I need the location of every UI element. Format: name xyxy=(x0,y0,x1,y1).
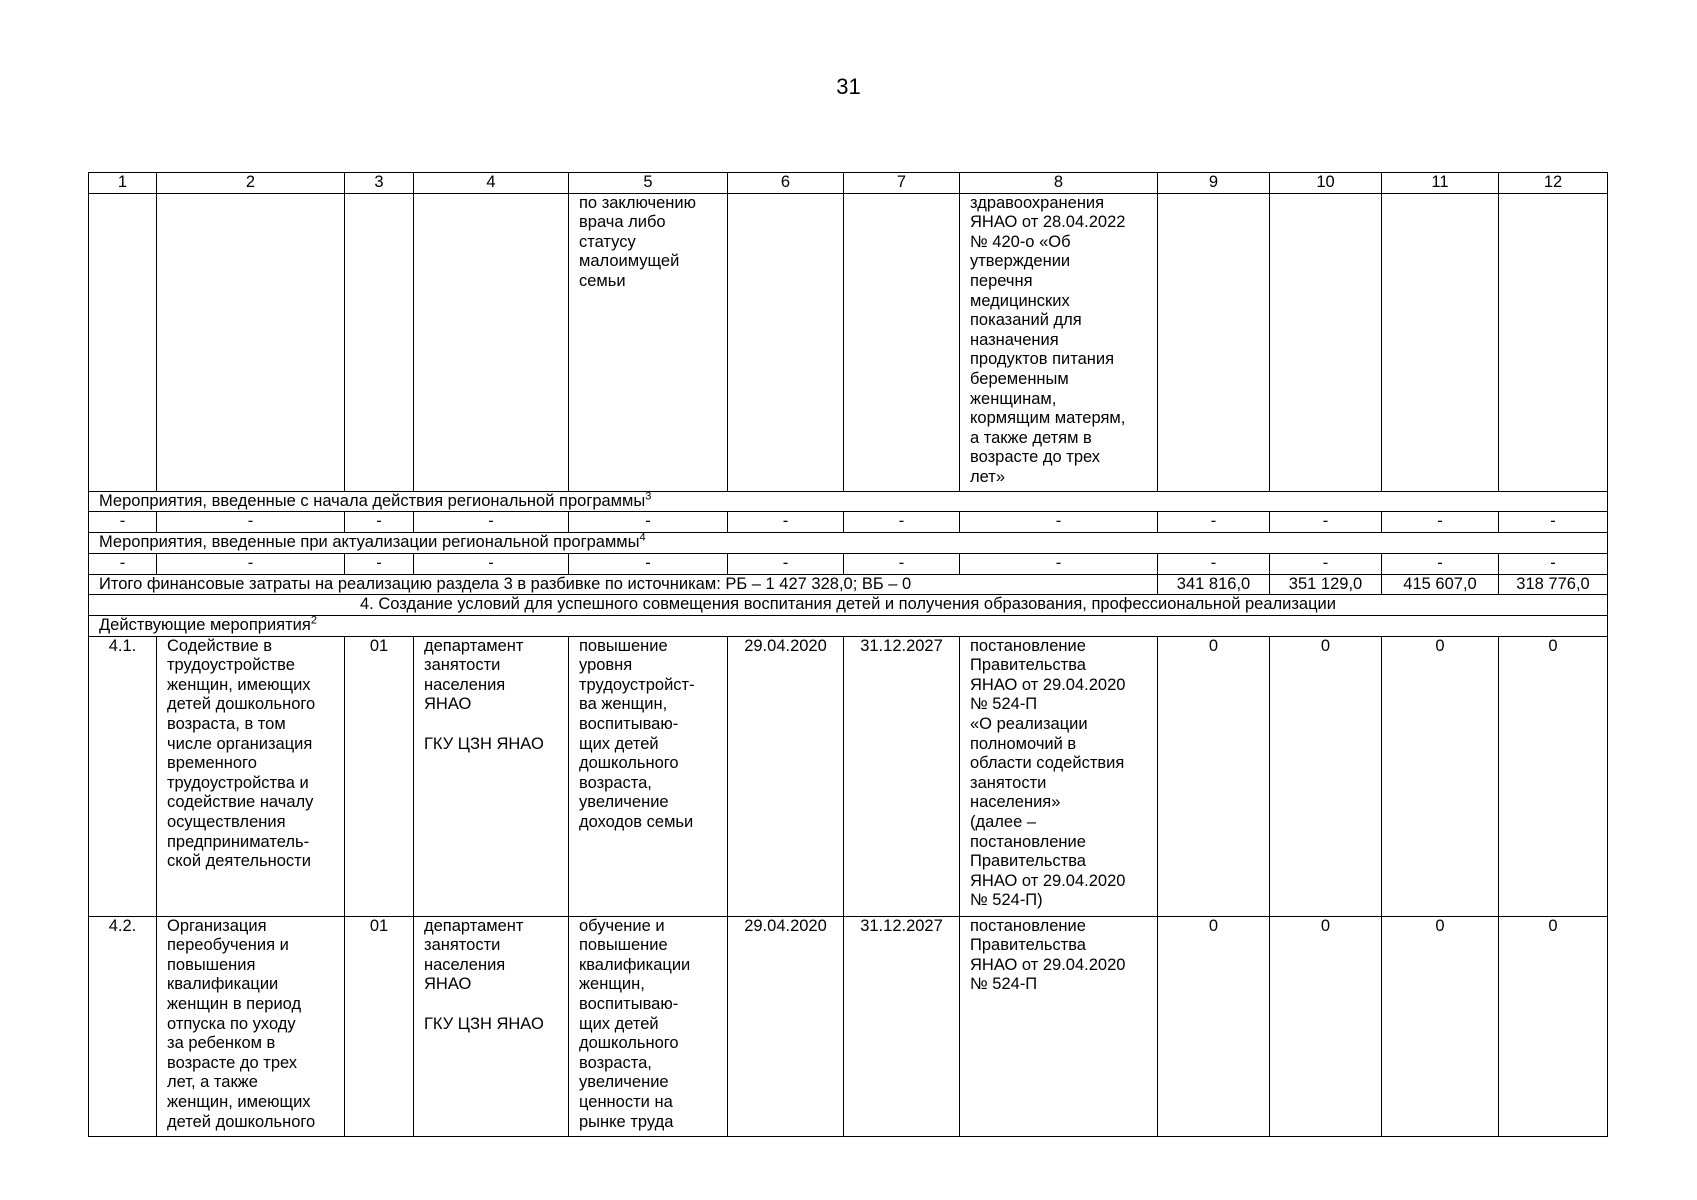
dash-cell: - xyxy=(960,512,1158,533)
value-cell: 0 xyxy=(1158,636,1270,916)
value-cell: 0 xyxy=(1499,916,1608,1136)
dash-cell: - xyxy=(1382,512,1499,533)
dash-cell: - xyxy=(844,553,960,574)
column-number: 9 xyxy=(1158,173,1270,194)
footnote-mark: 4 xyxy=(639,532,646,544)
dash-cell: - xyxy=(157,553,345,574)
table-cell xyxy=(844,193,960,491)
dash-cell: - xyxy=(345,553,414,574)
column-number: 4 xyxy=(414,173,569,194)
dash-cell: - xyxy=(89,512,157,533)
column-number: 7 xyxy=(844,173,960,194)
dash-row xyxy=(89,553,1608,574)
result-cell: повышение уровня трудоустройст- ва женщин, воспитываю- щих детей дошкольного возраста, увеличение доходов семьи xyxy=(569,636,728,916)
total-value: 351 129,0 xyxy=(1270,574,1382,595)
subheading-text: Действующие мероприятия xyxy=(99,615,311,634)
subheading-row xyxy=(89,615,1608,636)
table-row xyxy=(89,916,1608,1136)
end-date: 31.12.2027 xyxy=(844,636,960,916)
column-number: 2 xyxy=(157,173,345,194)
section-title: 4. Создание условий для успешного совмещения воспитания детей и получения образования, профессиональной реализации xyxy=(89,595,1608,616)
measure-code: 01 xyxy=(345,636,414,916)
start-date: 29.04.2020 xyxy=(728,636,844,916)
subheading-cell xyxy=(89,491,1608,512)
dash-cell: - xyxy=(569,553,728,574)
subheading-row xyxy=(89,533,1608,554)
value-cell: 0 xyxy=(1499,636,1608,916)
dash-cell: - xyxy=(1270,553,1382,574)
measure-code: 01 xyxy=(345,916,414,1136)
dash-cell: - xyxy=(1270,512,1382,533)
basis-cell: постановление Правительства ЯНАО от 29.04.2020 № 524-П «О реализации полномочий в области содействия занятости населения» (далее – постановление Правительства ЯНАО от 29.04.2020 № 524-П) xyxy=(960,636,1158,916)
column-number: 6 xyxy=(728,173,844,194)
footnote-mark: 2 xyxy=(310,615,317,627)
table-cell xyxy=(414,193,569,491)
column-number: 3 xyxy=(345,173,414,194)
dash-cell: - xyxy=(157,512,345,533)
total-label: Итого финансовые затраты на реализацию раздела 3 в разбивке по источникам: РБ – 1 427 328,0; ВБ – 0 xyxy=(89,574,1158,595)
result-cell: по заключению врача либо статусу малоимущей семьи xyxy=(569,193,728,491)
dash-cell: - xyxy=(89,553,157,574)
table-cell xyxy=(1270,193,1382,491)
column-number: 10 xyxy=(1270,173,1382,194)
table-row xyxy=(89,636,1608,916)
value-cell: 0 xyxy=(1382,916,1499,1136)
dash-cell: - xyxy=(569,512,728,533)
dash-cell: - xyxy=(345,512,414,533)
subheading-cell xyxy=(89,615,1608,636)
page-number: 31 xyxy=(836,74,861,99)
basis-cell: здравоохранения ЯНАО от 28.04.2022 № 420-о «Об утверждении перечня медицинских показаний для назначения продуктов питания беременным женщинам, кормящим матерям, а также детям в возрасте до трех лет» xyxy=(960,193,1158,491)
table-cell xyxy=(1382,193,1499,491)
dash-cell: - xyxy=(1499,553,1608,574)
footnote-mark: 3 xyxy=(645,491,652,503)
dash-cell: - xyxy=(960,553,1158,574)
value-cell: 0 xyxy=(1158,916,1270,1136)
subheading-cell xyxy=(89,533,1608,554)
row-number: 4.2. xyxy=(89,916,157,1136)
table-cell xyxy=(1158,193,1270,491)
subheading-text: Мероприятия, введенные при актуализации региональной программы xyxy=(99,533,640,552)
total-value: 341 816,0 xyxy=(1158,574,1270,595)
measure-name: Организация переобучения и повышения квалификации женщин в период отпуска по уходу за ребенком в возрасте до трех лет, а также женщин, имеющих детей дошкольного xyxy=(157,916,345,1136)
dash-cell: - xyxy=(1382,553,1499,574)
column-number: 11 xyxy=(1382,173,1499,194)
value-cell: 0 xyxy=(1270,636,1382,916)
dash-cell: - xyxy=(414,553,569,574)
subheading-text: Мероприятия, введенные с начала действия региональной программы xyxy=(99,491,646,510)
executor-cell: департамент занятости населения ЯНАО ГКУ ЦЗН ЯНАО xyxy=(414,636,569,916)
start-date: 29.04.2020 xyxy=(728,916,844,1136)
total-value: 318 776,0 xyxy=(1499,574,1608,595)
dash-row xyxy=(89,512,1608,533)
column-number: 5 xyxy=(569,173,728,194)
total-row xyxy=(89,574,1608,595)
section-title-row xyxy=(89,595,1608,616)
value-cell: 0 xyxy=(1382,636,1499,916)
dash-cell: - xyxy=(844,512,960,533)
dash-cell: - xyxy=(1158,512,1270,533)
row-number: 4.1. xyxy=(89,636,157,916)
column-number: 1 xyxy=(89,173,157,194)
table-cell xyxy=(728,193,844,491)
continued-row xyxy=(89,193,1608,491)
value-cell: 0 xyxy=(1270,916,1382,1136)
table-cell xyxy=(1499,193,1608,491)
program-table xyxy=(88,172,1608,1137)
dash-cell: - xyxy=(414,512,569,533)
dash-cell: - xyxy=(728,553,844,574)
table-cell xyxy=(157,193,345,491)
dash-cell: - xyxy=(1499,512,1608,533)
measure-name: Содействие в трудоустройстве женщин, имеющих детей дошкольного возраста, в том числе организация временного трудоустройства и содействие началу осуществления предприниматель- ской деятельности xyxy=(157,636,345,916)
dash-cell: - xyxy=(728,512,844,533)
subheading-row xyxy=(89,491,1608,512)
column-number: 12 xyxy=(1499,173,1608,194)
end-date: 31.12.2027 xyxy=(844,916,960,1136)
table-cell xyxy=(89,193,157,491)
result-cell: обучение и повышение квалификации женщин, воспитываю- щих детей дошкольного возраста, увеличение ценности на рынке труда xyxy=(569,916,728,1136)
column-number: 8 xyxy=(960,173,1158,194)
column-numbers-row xyxy=(89,173,1608,194)
executor-cell: департамент занятости населения ЯНАО ГКУ ЦЗН ЯНАО xyxy=(414,916,569,1136)
total-value: 415 607,0 xyxy=(1382,574,1499,595)
table-cell xyxy=(345,193,414,491)
basis-cell: постановление Правительства ЯНАО от 29.04.2020 № 524-П xyxy=(960,916,1158,1136)
dash-cell: - xyxy=(1158,553,1270,574)
